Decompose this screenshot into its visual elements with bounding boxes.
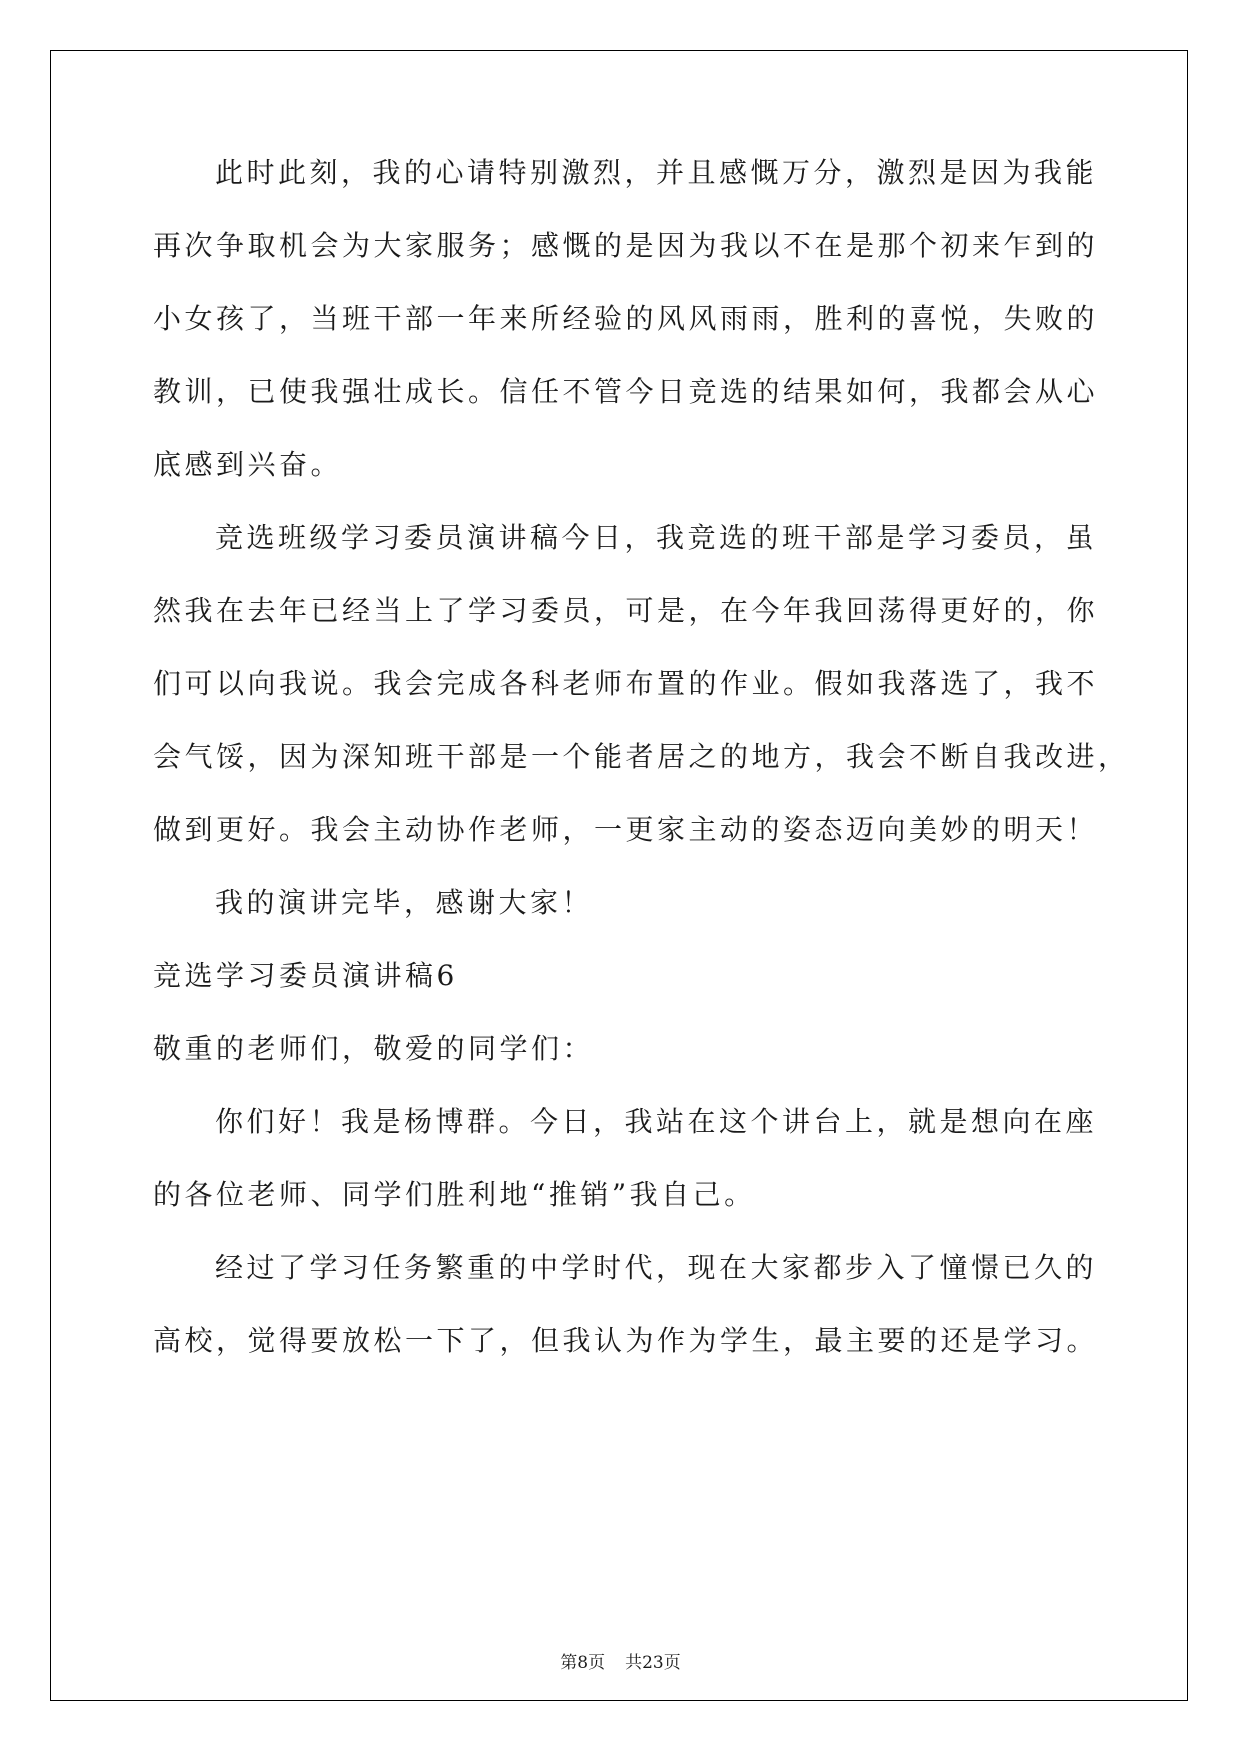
paragraph-line: 我的演讲完毕，感谢大家！ [215, 886, 594, 919]
paragraph-line: 此时此刻，我的心请特别激烈，并且感慨万分，激烈是因为我能 [215, 156, 1098, 189]
page-total: 共23页 [625, 1653, 681, 1673]
paragraph-line: 经过了学习任务繁重的中学时代，现在大家都步入了憧憬已久的 [215, 1251, 1098, 1284]
paragraph-line: 底感到兴奋。 [153, 448, 343, 481]
paragraph-line: 们可以向我说。我会完成各科老师布置的作业。假如我落选了，我不 [153, 667, 1099, 700]
paragraph-line: 会气馁，因为深知班干部是一个能者居之的地方，我会不断自我改进， [153, 740, 1130, 773]
salutation-line: 敬重的老师们，敬爱的同学们： [153, 1032, 595, 1065]
paragraph-line: 小女孩了，当班干部一年来所经验的风风雨雨，胜利的喜悦，失败的 [153, 302, 1099, 335]
paragraph-line: 你们好！我是杨博群。今日，我站在这个讲台上，就是想向在座 [215, 1105, 1098, 1138]
page-footer [0, 1651, 1241, 1675]
paragraph-line: 的各位老师、同学们胜利地“推销”我自己。 [153, 1178, 756, 1211]
paragraph-line: 然我在去年已经当上了学习委员，可是，在今年我回荡得更好的，你 [153, 594, 1099, 627]
page-border [50, 50, 1188, 1701]
section-heading: 竞选学习委员演讲稿6 [153, 959, 458, 992]
paragraph-line: 竞选班级学习委员演讲稿今日，我竞选的班干部是学习委员，虽 [215, 521, 1098, 554]
paragraph-line: 高校，觉得要放松一下了，但我认为作为学生，最主要的还是学习。 [153, 1324, 1099, 1357]
paragraph-line: 再次争取机会为大家服务；感慨的是因为我以不在是那个初来乍到的 [153, 229, 1099, 262]
page-number: 第8页 [560, 1653, 606, 1673]
paragraph-line: 教训，已使我强壮成长。信任不管今日竞选的结果如何，我都会从心 [153, 375, 1099, 408]
paragraph-line: 做到更好。我会主动协作老师，一更家主动的姿态迈向美妙的明天！ [153, 813, 1099, 846]
